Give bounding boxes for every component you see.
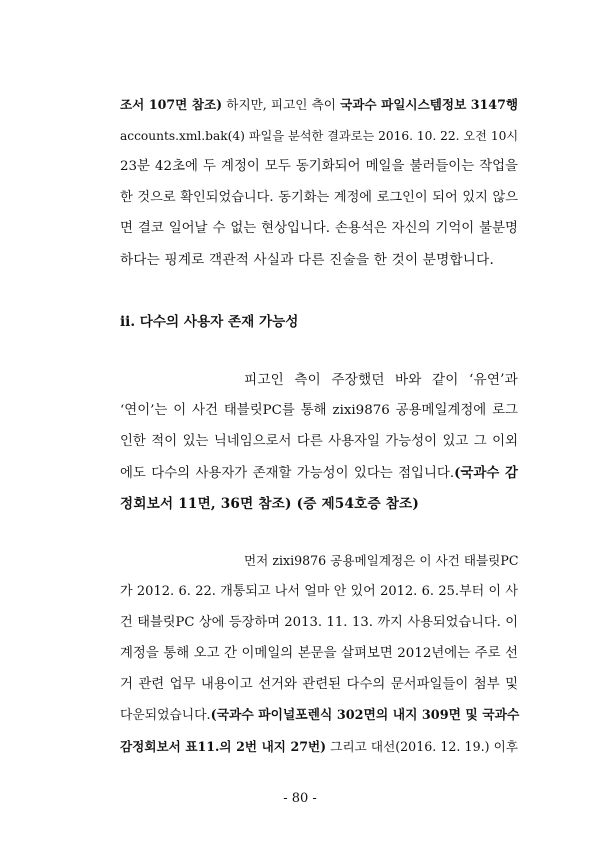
paragraph-line (120, 219, 518, 239)
text-run: 가 2012. 6. 22. 개통되고 나서 얼마 안 있어 2012. 6. 25.부터 이 사 (120, 584, 518, 599)
text-run: 23분 42초에 두 계정이 모두 동기화되어 메일을 불러들이는 작업을 (120, 159, 518, 174)
bold-citation: (국과수 감 (454, 465, 518, 481)
text-run: 먼저 zixi9876 공용메일계정은 이 사건 태블릿PC (244, 553, 519, 568)
paragraph-line (120, 582, 518, 602)
paragraph-line (120, 463, 518, 484)
paragraph-line (244, 370, 518, 390)
text-run: 다운되었습니다. (120, 708, 211, 723)
paragraph-line (244, 551, 518, 571)
bold-citation: 감정회보서 표11.의 2번 내지 27번) (120, 739, 327, 754)
bold-citation: (국과수 파이널포렌식 302면의 내지 309면 및 국과수 (210, 708, 520, 723)
paragraph-line (120, 157, 518, 177)
bold-citation: 국과수 파일시스템정보 3147행 (340, 97, 518, 112)
paragraph-line (120, 250, 518, 270)
section-heading: ii. 다수의 사용자 존재 가능성 (120, 314, 299, 330)
text-run: 피고인 측이 주장했던 바와 같이 ‘유연’과 (244, 372, 518, 388)
text-run: 하지만, 피고인 측이 (222, 97, 341, 112)
text-run: accounts.xml.bak(4) 파일을 분석한 결과로는 2016. 10. 22. 오전 10시 (120, 129, 519, 143)
paragraph-line (120, 188, 518, 208)
paragraph-line (120, 401, 518, 421)
text-run: 거 관련 업무 내용이고 선거와 관련된 다수의 문서파일들이 첨부 및 (120, 677, 518, 692)
paragraph-line (120, 126, 518, 146)
paragraph-line (120, 737, 518, 757)
paragraph-line (120, 494, 518, 514)
text-run: 그리고 대선(2016. 12. 19.) 이후 (326, 739, 518, 754)
paragraph-line (120, 432, 518, 452)
text-run: 계정을 통해 오고 간 이메일의 본문을 살펴보면 2012년에는 주로 선 (120, 646, 518, 661)
text-run: 에도 다수의 사용자가 존재할 가능성이 있다는 점입니다. (120, 466, 455, 481)
paragraph-line (120, 613, 518, 633)
paragraph-line (120, 95, 518, 115)
paragraph-line (120, 675, 518, 695)
text-run: ‘연이’는 이 사건 태블릿PC를 통해 zixi9876 공용메일계정에 로그 (120, 403, 518, 418)
page-number: - 80 - (283, 791, 317, 806)
text-run: 인한 적이 있는 닉네임으로서 다른 사용자일 가능성이 있고 그 이외 (120, 434, 518, 449)
text-run: 하다는 핑계로 객관적 사실과 다른 진술을 한 것이 분명합니다. (120, 252, 494, 268)
paragraph-line (120, 644, 518, 664)
bold-citation: 조서 107면 참조) (120, 97, 223, 112)
text-run: 건 태블릿PC 상에 등장하며 2013. 11. 13. 까지 사용되었습니다. 이 (120, 615, 518, 630)
bold-citation: 정회보서 11면, 36면 참조) (증 제54호증 참조) (120, 496, 420, 512)
text-run: 면 결코 일어날 수 없는 현상입니다. 손용석은 자신의 기억이 불분명 (120, 221, 518, 236)
paragraph-line (120, 706, 518, 726)
text-run: 한 것으로 확인되었습니다. 동기화는 계정에 로그인이 되어 있지 않으 (120, 190, 518, 205)
